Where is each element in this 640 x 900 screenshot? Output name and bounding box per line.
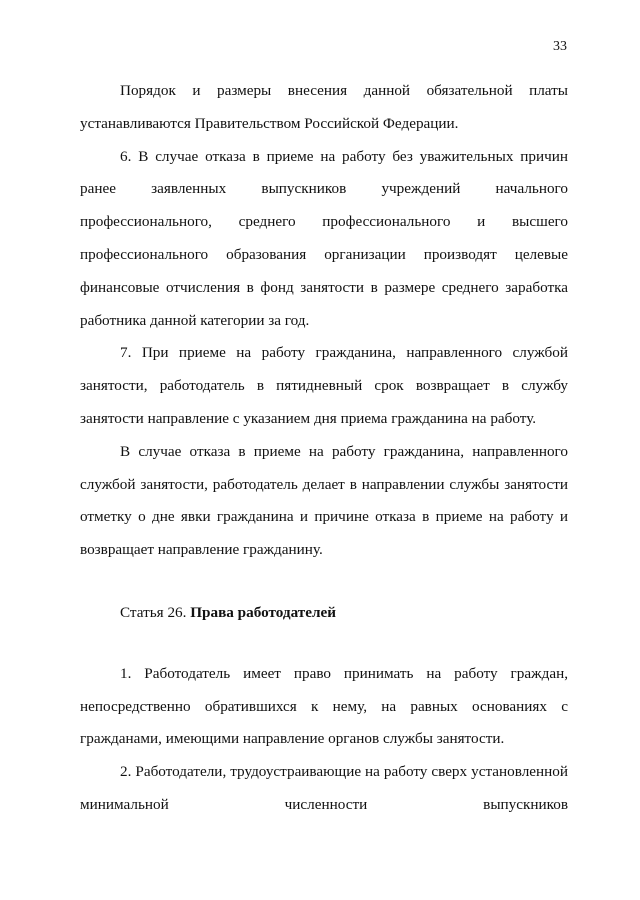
article-heading — [80, 597, 568, 630]
paragraph-item-7: 7. При приеме на работу гражданина, направленного службой занятости, работодатель в пятидневный срок возвращает в службу занятости направление с указанием дня приема гражданина на работу. — [80, 344, 568, 427]
paragraph-payment-order: Порядок и размеры внесения данной обязательной платы устанавливаются Правительством Российской Федерации. — [80, 82, 568, 132]
paragraph-refusal-case: В случае отказа в приеме на работу гражданина, направленного службой занятости, работодатель делает в направлении службы занятости отметку о дне явки гражданина и причине отказа в приеме на работу и возвращает направление гражданину. — [80, 442, 568, 559]
article-title: Права работодателей — [190, 603, 337, 621]
paragraph-article26-item-2: 2. Работодатели, трудоустраивающие на работу сверх установленной минимальной численности выпускников — [80, 763, 568, 813]
paragraph-item-6: 6. В случае отказа в приеме на работу без уважительных причин ранее заявленных выпускников учреждений начального профессионального, среднего профессионального и высшего профессионального образования организации производят целевые финансовые отчисления в фонд занятости в размере среднего заработка работника данной категории за год. — [80, 147, 568, 329]
paragraph-article26-item-1: 1. Работодатель имеет право принимать на работу граждан, непосредственно обратившихся к нему, на равных основаниях с гражданами, имеющими направление органов службы занятости. — [80, 664, 568, 748]
page-number: 33 — [553, 39, 567, 54]
article-number: Статья 26. — [120, 603, 191, 621]
document-body — [80, 75, 568, 822]
